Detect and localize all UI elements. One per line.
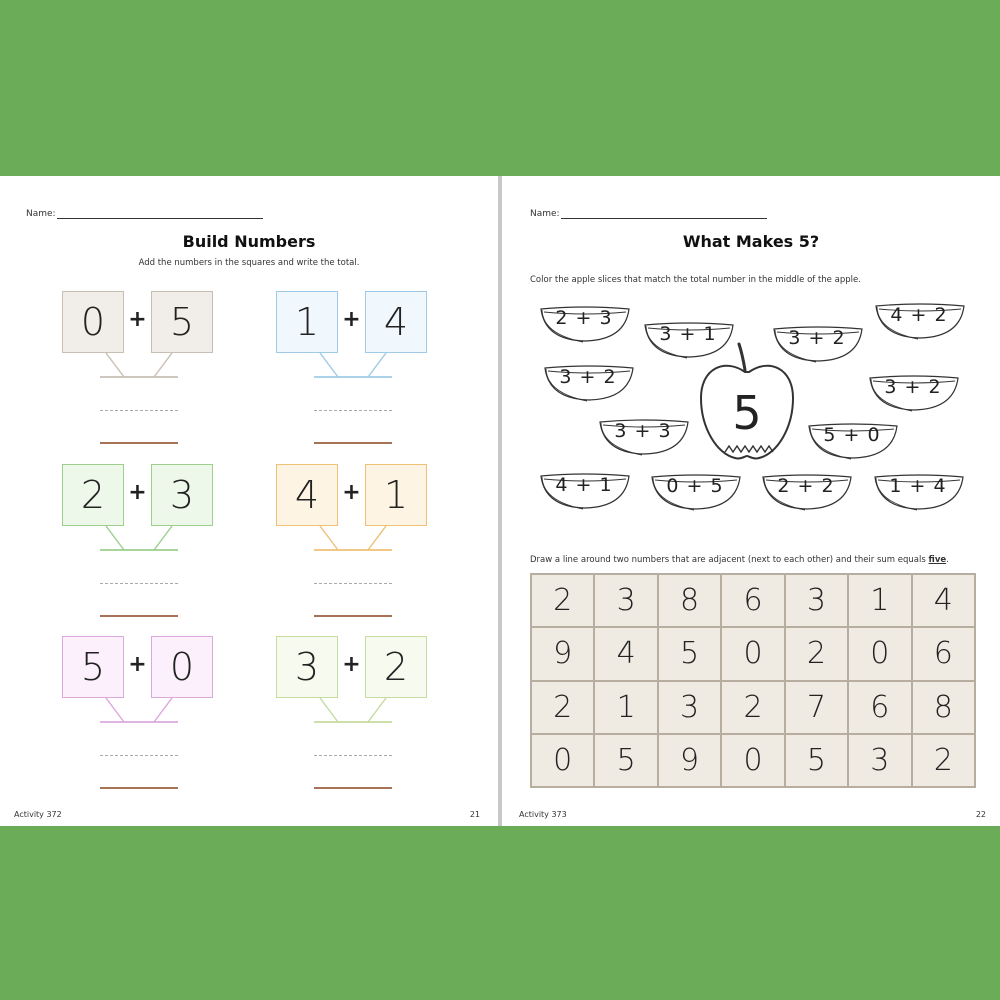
apple-slice[interactable] <box>539 473 631 511</box>
apple-slice[interactable] <box>650 474 742 512</box>
answer-line[interactable] <box>100 787 178 789</box>
grid-cell[interactable]: 9 <box>658 734 721 787</box>
plus-sign: + <box>128 480 147 505</box>
grid-cell[interactable]: 2 <box>531 681 594 734</box>
slice-label: 5 + 0 <box>823 424 881 446</box>
grid-instruction <box>530 555 949 565</box>
grid-cell[interactable]: 6 <box>721 574 784 627</box>
slice-label: 4 + 2 <box>890 304 948 326</box>
page-number: 21 <box>469 810 480 819</box>
grid-instruction-word: five <box>928 555 947 565</box>
name-line <box>561 209 767 219</box>
apple-slice[interactable] <box>543 365 635 403</box>
branch-connector <box>276 698 432 728</box>
grid-cell[interactable]: 6 <box>848 681 911 734</box>
answer-line[interactable] <box>314 615 392 617</box>
name-field <box>530 209 767 219</box>
grid-cell[interactable]: 0 <box>721 734 784 787</box>
grid-cell[interactable]: 1 <box>594 681 657 734</box>
work-line[interactable] <box>314 755 392 756</box>
addend-square: 2 <box>365 636 427 698</box>
grid-cell[interactable]: 1 <box>848 574 911 627</box>
addend-square: 0 <box>62 291 124 353</box>
slice-label: 3 + 2 <box>559 366 617 388</box>
page-title: Build Numbers <box>182 232 316 251</box>
worksheet-spread <box>0 176 1000 826</box>
grid-cell[interactable]: 5 <box>594 734 657 787</box>
grid-cell[interactable]: 3 <box>594 574 657 627</box>
slice-label: 3 + 2 <box>788 327 846 349</box>
right-page <box>502 176 1000 826</box>
slice-label: 3 + 2 <box>884 376 942 398</box>
left-page <box>0 176 498 826</box>
apple-slice[interactable] <box>873 474 965 512</box>
work-line[interactable] <box>100 410 178 411</box>
name-field <box>26 209 263 219</box>
plus-sign: + <box>342 652 361 677</box>
apple-slice[interactable] <box>598 419 690 457</box>
grid-cell[interactable]: 9 <box>531 627 594 680</box>
grid-cell[interactable]: 0 <box>721 627 784 680</box>
branch-connector <box>276 353 432 383</box>
grid-cell[interactable]: 3 <box>658 681 721 734</box>
answer-line[interactable] <box>100 615 178 617</box>
addend-square: 3 <box>151 464 213 526</box>
page-instruction: Add the numbers in the squares and write the total. <box>138 258 360 268</box>
apple-instruction: Color the apple slices that match the total number in the middle of the apple. <box>530 275 861 285</box>
slice-label: 0 + 5 <box>666 475 724 497</box>
grid-cell[interactable]: 3 <box>848 734 911 787</box>
work-line[interactable] <box>314 410 392 411</box>
apple-slice[interactable] <box>874 303 966 341</box>
addend-square: 5 <box>151 291 213 353</box>
branch-connector <box>62 353 218 383</box>
addend-square: 4 <box>276 464 338 526</box>
grid-cell[interactable]: 2 <box>785 627 848 680</box>
activity-label: Activity 372 <box>14 810 62 819</box>
apple-illustration <box>695 336 799 466</box>
addend-square: 1 <box>365 464 427 526</box>
slice-label: 2 + 2 <box>777 475 835 497</box>
page-title: What Makes 5? <box>682 232 820 251</box>
apple-slice[interactable] <box>868 375 960 413</box>
answer-line[interactable] <box>314 787 392 789</box>
addend-square: 3 <box>276 636 338 698</box>
branch-connector <box>276 526 432 556</box>
slice-label: 3 + 1 <box>659 323 717 345</box>
answer-line[interactable] <box>100 442 178 444</box>
addition-problem <box>62 464 218 624</box>
grid-cell[interactable]: 2 <box>721 681 784 734</box>
name-label: Name: <box>530 209 560 219</box>
addition-problem <box>62 636 218 796</box>
work-line[interactable] <box>100 583 178 584</box>
grid-cell[interactable]: 7 <box>785 681 848 734</box>
name-label: Name: <box>26 209 56 219</box>
grid-cell[interactable]: 0 <box>531 734 594 787</box>
addend-square: 0 <box>151 636 213 698</box>
addition-problem <box>62 291 218 451</box>
grid-cell[interactable]: 3 <box>785 574 848 627</box>
work-line[interactable] <box>100 755 178 756</box>
plus-sign: + <box>128 307 147 332</box>
apple-slice[interactable] <box>539 306 631 344</box>
page-number: 22 <box>975 810 986 819</box>
plus-sign: + <box>342 480 361 505</box>
slice-label: 2 + 3 <box>555 307 613 329</box>
slice-label: 1 + 4 <box>889 475 947 497</box>
grid-cell[interactable]: 0 <box>848 627 911 680</box>
addend-square: 1 <box>276 291 338 353</box>
name-line <box>57 209 263 219</box>
grid-cell[interactable]: 8 <box>658 574 721 627</box>
grid-cell[interactable]: 5 <box>785 734 848 787</box>
answer-line[interactable] <box>314 442 392 444</box>
slice-label: 3 + 3 <box>614 420 672 442</box>
addition-problem <box>276 291 432 451</box>
plus-sign: + <box>342 307 361 332</box>
work-line[interactable] <box>314 583 392 584</box>
addition-problem <box>276 636 432 796</box>
grid-instruction-end: . <box>946 555 949 565</box>
apple-slice[interactable] <box>807 423 899 461</box>
grid-cell[interactable]: 8 <box>912 681 975 734</box>
grid-cell[interactable]: 2 <box>531 574 594 627</box>
apple-slice[interactable] <box>761 474 853 512</box>
number-grid <box>530 573 976 788</box>
branch-connector <box>62 698 218 728</box>
addend-square: 4 <box>365 291 427 353</box>
grid-cell[interactable]: 5 <box>658 627 721 680</box>
grid-cell[interactable]: 2 <box>912 734 975 787</box>
plus-sign: + <box>128 652 147 677</box>
addend-square: 5 <box>62 636 124 698</box>
grid-cell[interactable]: 4 <box>912 574 975 627</box>
grid-cell[interactable]: 6 <box>912 627 975 680</box>
addend-square: 2 <box>62 464 124 526</box>
addition-problem <box>276 464 432 624</box>
grid-cell[interactable]: 4 <box>594 627 657 680</box>
grid-instruction-text: Draw a line around two numbers that are adjacent (next to each other) and their sum equals <box>530 555 929 565</box>
branch-connector <box>62 526 218 556</box>
slice-label: 4 + 1 <box>555 474 613 496</box>
activity-label: Activity 373 <box>519 810 567 819</box>
apple-number: 5 <box>732 386 762 440</box>
